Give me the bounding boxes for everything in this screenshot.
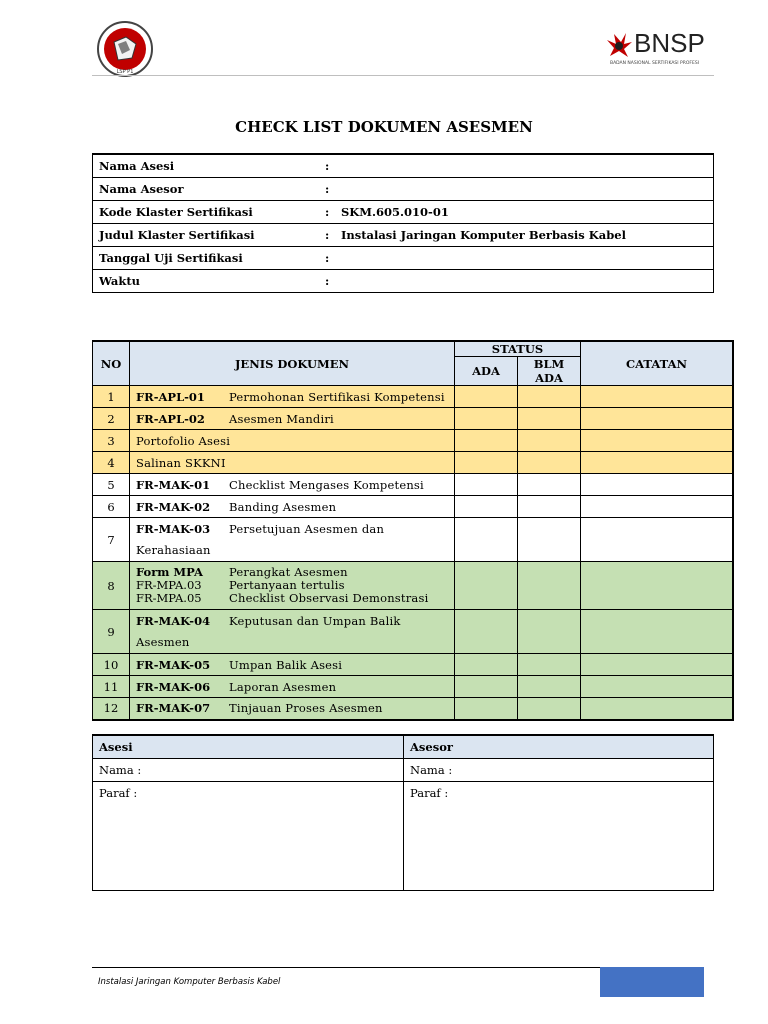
asesi-heading: Asesi <box>93 735 404 759</box>
document-name-cell <box>130 610 455 654</box>
info-separator: : <box>325 247 335 270</box>
catatan-cell[interactable] <box>581 518 734 562</box>
status-ada-cell[interactable] <box>455 430 518 452</box>
catatan-cell[interactable] <box>581 654 734 676</box>
asesor-nama-field[interactable]: Nama : <box>404 759 714 782</box>
row-number: 10 <box>93 654 130 676</box>
document-code: FR-MPA.05 <box>136 591 202 605</box>
document-title: CHECK LIST DOKUMEN ASESMEN <box>235 118 533 136</box>
document-name-cell <box>130 452 455 474</box>
info-row <box>93 154 714 178</box>
info-value[interactable]: Instalasi Jaringan Komputer Berbasis Kabel <box>335 224 714 247</box>
document-code: FR-MAK-06 <box>136 679 211 694</box>
table-row <box>93 698 734 720</box>
document-name-cell <box>130 496 455 518</box>
document-name: Banding Asesmen <box>229 499 337 514</box>
row-number: 2 <box>93 408 130 430</box>
status-ada-cell[interactable] <box>455 408 518 430</box>
document-code: Form MPA <box>136 565 203 579</box>
table-row <box>93 430 734 452</box>
row-number: 8 <box>93 562 130 610</box>
table-row <box>93 562 734 610</box>
table-row <box>93 518 734 562</box>
row-number: 12 <box>93 698 130 720</box>
asesor-paraf-field[interactable]: Paraf : <box>404 782 714 891</box>
document-name: Salinan SKKNI <box>136 455 226 470</box>
status-ada-cell[interactable] <box>455 610 518 654</box>
header-divider <box>92 75 714 76</box>
document-name-cell <box>130 698 455 720</box>
status-blm-ada-cell[interactable] <box>518 698 581 720</box>
catatan-cell[interactable] <box>581 496 734 518</box>
info-separator: : <box>325 154 335 178</box>
document-name: Pertanyaan tertulis <box>229 578 345 592</box>
footer-text: Instalasi Jaringan Komputer Berbasis Kabel <box>98 977 281 987</box>
status-blm-ada-cell[interactable] <box>518 496 581 518</box>
catatan-cell[interactable] <box>581 452 734 474</box>
col-header-catatan: CATATAN <box>581 341 734 386</box>
catatan-cell[interactable] <box>581 610 734 654</box>
document-name-cell <box>130 518 455 562</box>
status-ada-cell[interactable] <box>455 474 518 496</box>
info-label: Waktu <box>93 270 326 293</box>
document-name: Perangkat Asesmen <box>229 565 348 579</box>
status-ada-cell[interactable] <box>455 654 518 676</box>
info-row <box>93 178 714 201</box>
col-header-ada: ADA <box>455 357 518 386</box>
lsp-logo <box>96 20 154 78</box>
footer-color-block <box>600 967 704 997</box>
document-name: Permohonan Sertifikasi Kompetensi <box>229 389 445 404</box>
document-name-cell <box>130 474 455 496</box>
document-name: Umpan Balik Asesi <box>229 657 343 672</box>
asesi-nama-field[interactable]: Nama : <box>93 759 404 782</box>
row-number: 9 <box>93 610 130 654</box>
status-blm-ada-cell[interactable] <box>518 518 581 562</box>
document-name: Persetujuan Asesmen dan Kerahasiaan <box>136 521 385 557</box>
bnsp-logo-text: BNSP <box>634 28 705 58</box>
info-value[interactable]: SKM.605.010-01 <box>335 201 714 224</box>
info-row <box>93 224 714 247</box>
document-code: FR-APL-02 <box>136 411 205 426</box>
document-name-cell <box>130 386 455 408</box>
info-row <box>93 270 714 293</box>
table-row <box>93 474 734 496</box>
status-blm-ada-cell[interactable] <box>518 610 581 654</box>
document-code: FR-APL-01 <box>136 389 205 404</box>
col-header-status: STATUS <box>455 341 581 357</box>
signature-table <box>92 734 714 891</box>
table-row <box>93 676 734 698</box>
document-name: Tinjauan Proses Asesmen <box>229 701 383 716</box>
bnsp-logo-caption: BADAN NASIONAL SERTIFIKASI PROFESI <box>610 61 700 66</box>
col-header-blm-ada: BLM ADA <box>518 357 581 386</box>
document-code: FR-MAK-05 <box>136 657 211 672</box>
document-name-cell <box>130 562 455 610</box>
status-ada-cell[interactable] <box>455 452 518 474</box>
info-label: Kode Klaster Sertifikasi <box>93 201 326 224</box>
document-code: FR-MAK-01 <box>136 477 211 492</box>
catatan-cell[interactable] <box>581 408 734 430</box>
catatan-cell[interactable] <box>581 474 734 496</box>
document-name-cell <box>130 408 455 430</box>
asesi-paraf-field[interactable]: Paraf : <box>93 782 404 891</box>
status-blm-ada-cell[interactable] <box>518 654 581 676</box>
status-blm-ada-cell[interactable] <box>518 386 581 408</box>
row-number: 11 <box>93 676 130 698</box>
catatan-cell[interactable] <box>581 676 734 698</box>
table-row <box>93 408 734 430</box>
status-ada-cell[interactable] <box>455 698 518 720</box>
status-blm-ada-cell[interactable] <box>518 430 581 452</box>
document-name: Keputusan dan Umpan Balik Asesmen <box>136 613 401 649</box>
row-number: 3 <box>93 430 130 452</box>
row-number: 6 <box>93 496 130 518</box>
table-row <box>93 452 734 474</box>
row-number: 7 <box>93 518 130 562</box>
document-checklist-table <box>92 340 734 721</box>
document-name: Portofolio Asesi <box>136 433 231 448</box>
svg-text:LSP P1: LSP P1 <box>116 69 134 75</box>
info-value[interactable] <box>335 154 714 178</box>
status-blm-ada-cell[interactable] <box>518 408 581 430</box>
document-name: Checklist Mengases Kompetensi <box>229 477 424 492</box>
status-blm-ada-cell[interactable] <box>518 676 581 698</box>
info-value[interactable] <box>335 247 714 270</box>
status-blm-ada-cell[interactable] <box>518 562 581 610</box>
catatan-cell[interactable] <box>581 698 734 720</box>
document-name: Asesmen Mandiri <box>229 411 334 426</box>
info-label: Judul Klaster Sertifikasi <box>93 224 326 247</box>
table-row <box>93 496 734 518</box>
document-code: FR-MPA.03 <box>136 578 202 592</box>
catatan-cell[interactable] <box>581 562 734 610</box>
status-ada-cell[interactable] <box>455 496 518 518</box>
info-row <box>93 201 714 224</box>
catatan-cell[interactable] <box>581 386 734 408</box>
document-code: FR-MAK-07 <box>136 701 211 716</box>
bnsp-logo <box>602 28 712 72</box>
document-code: FR-MAK-02 <box>136 499 211 514</box>
table-row <box>93 654 734 676</box>
info-value[interactable] <box>335 178 714 201</box>
status-blm-ada-cell[interactable] <box>518 474 581 496</box>
row-number: 5 <box>93 474 130 496</box>
info-label: Tanggal Uji Sertifikasi <box>93 247 326 270</box>
document-name: Checklist Observasi Demonstrasi <box>229 591 429 605</box>
bnsp-emblem-icon <box>604 30 634 60</box>
info-value[interactable] <box>335 270 714 293</box>
col-header-no: NO <box>93 341 130 386</box>
col-header-jenis: JENIS DOKUMEN <box>130 341 455 386</box>
info-separator: : <box>325 270 335 293</box>
status-ada-cell[interactable] <box>455 562 518 610</box>
document-name-cell <box>130 654 455 676</box>
info-separator: : <box>325 201 335 224</box>
info-separator: : <box>325 224 335 247</box>
document-name-cell <box>130 430 455 452</box>
status-blm-ada-cell[interactable] <box>518 452 581 474</box>
status-ada-cell[interactable] <box>455 386 518 408</box>
catatan-cell[interactable] <box>581 430 734 452</box>
status-ada-cell[interactable] <box>455 676 518 698</box>
asesor-heading: Asesor <box>404 735 714 759</box>
document-name-cell <box>130 676 455 698</box>
document-code: FR-MAK-04 <box>136 613 211 628</box>
info-label: Nama Asesor <box>93 178 326 201</box>
row-number: 4 <box>93 452 130 474</box>
document-name: Laporan Asesmen <box>229 679 337 694</box>
table-row <box>93 610 734 654</box>
info-separator: : <box>325 178 335 201</box>
document-code: FR-MAK-03 <box>136 521 211 536</box>
row-number: 1 <box>93 386 130 408</box>
info-row <box>93 247 714 270</box>
assessment-info-table <box>92 153 714 293</box>
info-label: Nama Asesi <box>93 154 326 178</box>
table-row <box>93 386 734 408</box>
status-ada-cell[interactable] <box>455 518 518 562</box>
